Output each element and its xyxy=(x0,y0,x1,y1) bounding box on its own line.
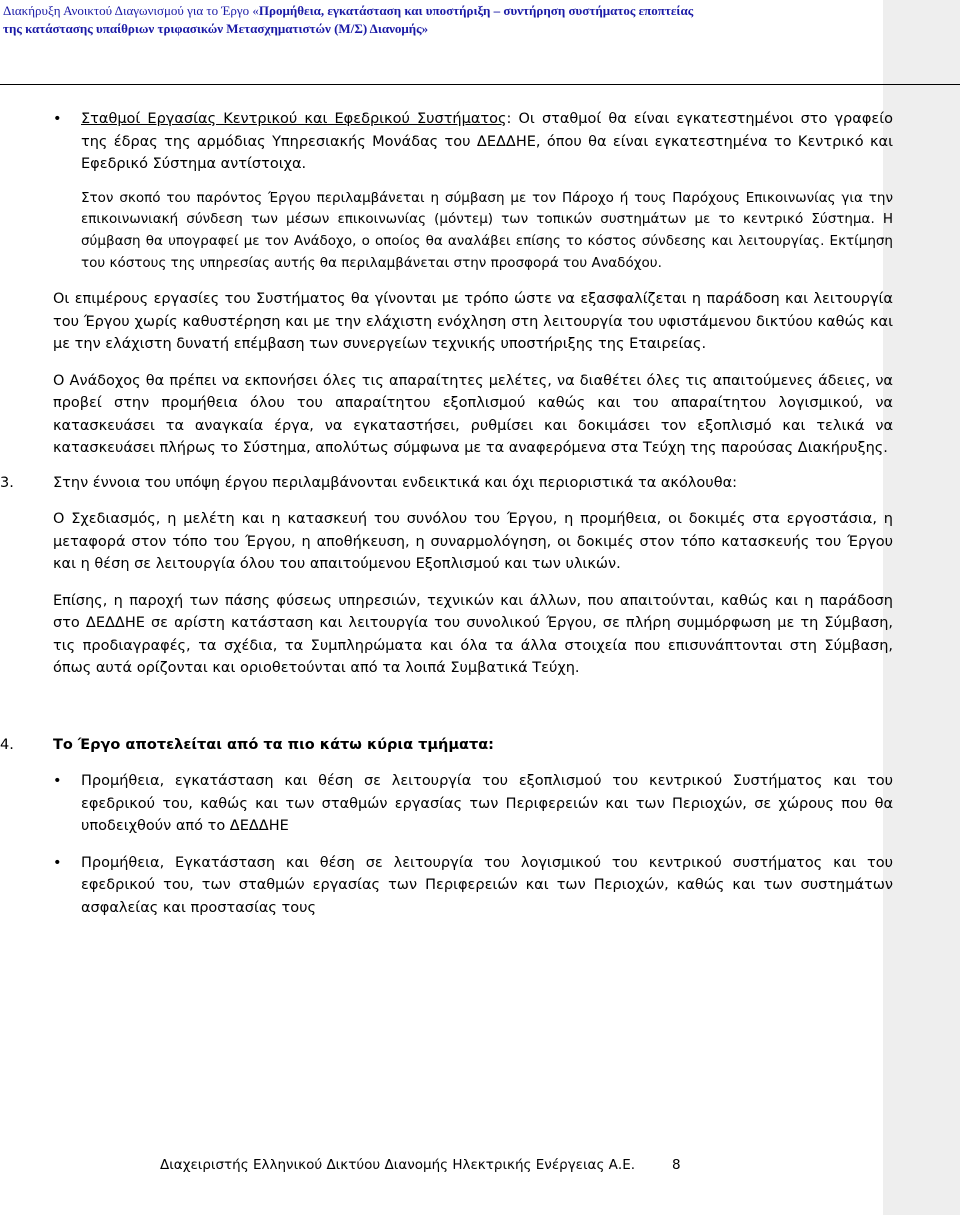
paragraph-tasks: Οι επιμέρους εργασίες του Συστήματος θα γίνονται με τρόπο ώστε να εξασφαλίζεται η παράδοση και λειτουργία του Έργου χωρίς καθυστέρηση και με την ελάχιστη ενόχληση στη λειτουργία του υφιστάμενου δικτύου καθώς και με την ελάχιστη δυνατή επέμβαση των συνεργείων τεχνικής υποστήριξης της Εταιρείας. xyxy=(53,291,893,353)
paragraph-contractor: Ο Ανάδοχος θα πρέπει να εκπονήσει όλες τις απαραίτητες μελέτες, να διαθέτει όλες τις απαιτούμενες άδειες, να προβεί στην προμήθεια όλου του απαραίτητου εξοπλισμού καθώς και του απαραίτητου λογισμικού, να κατασκευάσει τα αναγκαία έργα, να εγκαταστήσει, ρυθμίσει και δοκιμάσει τον εξοπλισμό και τελικά να κατασκευάσει πλήρως το Σύστημα, απολύτως σύμφωνα με τα αναφερόμενα στα Τεύχη της παρούσας Διακήρυξης. xyxy=(53,372,893,457)
bullet-workstations-label: Σταθμοί Εργασίας Κεντρικού και Εφεδρικού Συστήματος xyxy=(81,111,507,127)
bullet-software-text: Προμήθεια, Εγκατάσταση και θέση σε λειτουργία του λογισμικού του κεντρικού συστήματος και του εφεδρικού του, των σταθμών εργασίας των Περιφερειών και των Περιοχών, καθώς και των συστημάτων ασφαλείας και προστασίας τους xyxy=(81,854,893,916)
page-footer: Διαχειριστής Ελληνικού Δικτύου Διανομής Ηλεκτρικής Ενέργειας Α.Ε. xyxy=(160,1157,636,1173)
bullet-icon: • xyxy=(53,773,62,790)
list-item-4 xyxy=(0,734,893,757)
list-item-4-number: 4. xyxy=(0,736,14,753)
paragraph-scope: Στον σκοπό του παρόντος Έργου περιλαμβάνεται η σύμβαση με τον Πάροχο ή τους Παρόχους Επικοινωνίας για την επικοινωνιακή σύνδεση των μέσων επικοινωνίας (μόντεμ) των τοπικών συστημάτων με το κεντρικό Σύστημα. Η σύμβαση θα υπογραφεί με τον Ανάδοχο, ο οποίος θα αναλάβει επίσης το κόστος σύνδεσης και λειτουργίας. Εκτίμηση του κόστους της υπηρεσίας αυτής θα περιλαμβάνεται στην προσφορά του Αναδόχου. xyxy=(81,189,893,271)
paragraph-services: Επίσης, η παροχή των πάσης φύσεως υπηρεσιών, τεχνικών και άλλων, που απαιτούνται, καθώς και η παράδοση στο ΔΕΔΔΗΕ σε αρίστη κατάσταση και λειτουργία του συνολικού Έργου, σε πλήρη συμμόρφωση με τη Σύμβαση, τις προδιαγραφές, τα σχέδια, τα Συμπληρώματα και όλα τα άλλα στοιχεία που επισυνάπτονται στη Σύμβαση, όπως αυτά ορίζονται και οριοθετούνται από τα λοιπά Συμβατικά Τεύχη. xyxy=(53,592,893,677)
page-header xyxy=(3,2,953,38)
header-line-2-title: της κατάστασης υπαίθριων τριφασικών Μετασχηματιστών (Μ/Σ) Διανομής» xyxy=(3,21,429,36)
bullet-software xyxy=(53,852,893,920)
bullet-workstations xyxy=(53,108,893,176)
bullet-icon: • xyxy=(53,854,62,871)
list-item-4-heading: Το Έργο αποτελείται από τα πιο κάτω κύρια τμήματα: xyxy=(53,736,494,753)
review-margin-panel xyxy=(883,0,960,1215)
list-item-3-number: 3. xyxy=(0,474,14,491)
list-item-3 xyxy=(0,472,893,495)
page-number: 8 xyxy=(672,1157,681,1173)
header-line-1-title: Προμήθεια, εγκατάσταση και υποστήριξη – συντήρηση συστήματος εποπτείας xyxy=(258,3,694,18)
document-body xyxy=(0,108,893,919)
bullet-workstations-text: : Οι σταθμοί θα είναι εγκατεστημένοι στο γραφείο της έδρας της αρμόδιας Υπηρεσιακής Μονάδας του ΔΕΔΔΗΕ, όπου θα είναι εγκατεστημένα το Κεντρικό και Εφεδρικό Σύστημα αντίστοιχα. xyxy=(81,111,893,172)
header-divider xyxy=(0,84,960,85)
paragraph-design: Ο Σχεδιασμός, η μελέτη και η κατασκευή του συνόλου του Έργου, η προμήθεια, οι δοκιμές στα εργοστάσια, η μεταφορά στον τόπο του Έργου, η αποθήκευση, η συναρμολόγηση, οι δοκιμές στον τόπο κατασκευής του Έργου και η θέση σε λειτουργία όλου του απαιτούμενου Εξοπλισμού και των υλικών. xyxy=(53,511,893,573)
bullet-equipment xyxy=(53,770,893,838)
header-line-1 xyxy=(3,2,953,20)
bullet-equipment-text: Προμήθεια, εγκατάσταση και θέση σε λειτουργία του εξοπλισμού του κεντρικού Συστήματος και του εφεδρικού του, καθώς και των σταθμών εργασίας των Περιφερειών και των Περιοχών, σε χώρους που θα υποδειχθούν από το ΔΕΔΔΗΕ xyxy=(81,773,893,835)
header-line-1-prefix: Διακήρυξη Ανοικτού Διαγωνισμού για το Έργο « xyxy=(3,3,259,18)
list-item-3-text: Στην έννοια του υπόψη έργου περιλαμβάνονται ενδεικτικά και όχι περιοριστικά τα ακόλουθα: xyxy=(53,474,738,491)
header-line-2 xyxy=(3,20,953,38)
bullet-icon: • xyxy=(53,111,62,127)
